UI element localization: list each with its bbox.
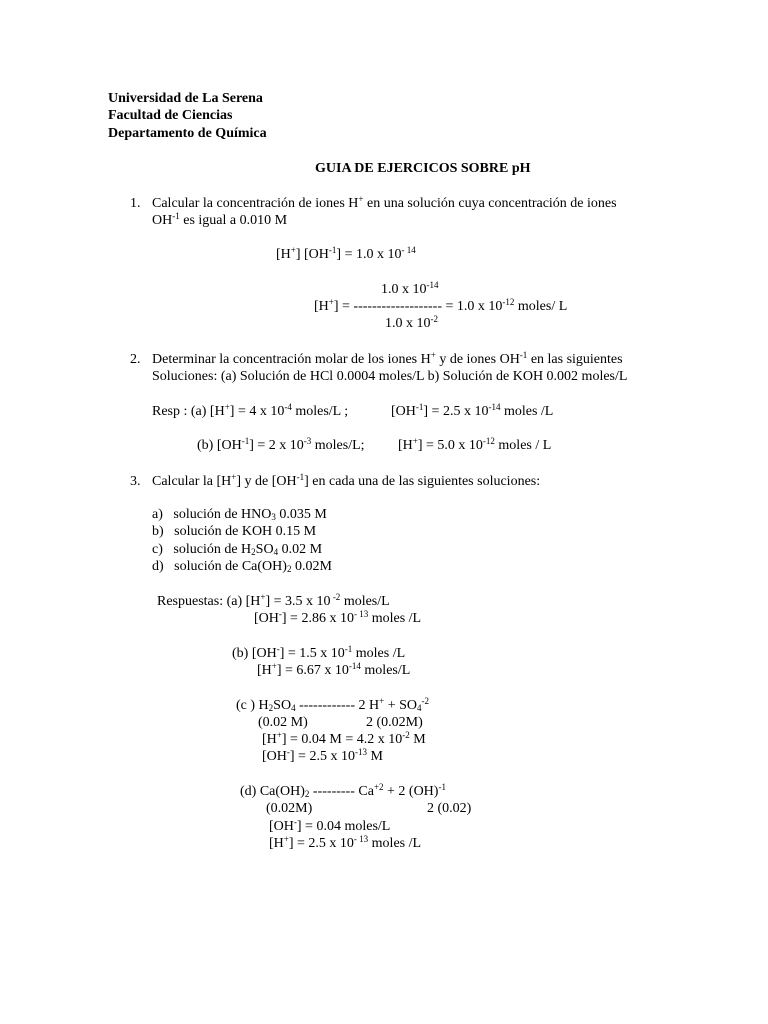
answer-d-reaction: (d) $Ca(OH)_2$ --------- $Ca^{+2} + 2$ (OH)$^{-1}$ (240, 782, 446, 799)
solution-item-b: b) solución de KOH 0.15 M (152, 524, 317, 539)
answer-b-h: [H+] = 6.67 x $10^{-14}$ moles/L (257, 661, 411, 678)
fraction-denominator: 1.0 x $10^{-2}$ (385, 314, 438, 331)
answer-d-conc-left: (0.02M) (266, 801, 313, 816)
exercise-2-line-1: Determinar la concentración molar de los iones H+ y de iones $OH^{-1}$ en las siguientes (152, 350, 623, 367)
department-name: Departamento de Química (108, 126, 267, 141)
exercise-2-answer-a-oh: $[OH^{-1}] = 2.5$ x $10^{-14}$ moles /L (391, 402, 554, 419)
exercise-2-answer-b-h: [H+] = 5.0 x $10^{-12}$ moles / L (398, 436, 552, 453)
solution-item-c: c) solución de $H_2SO_4$ 0.02 M (152, 542, 323, 557)
h-concentration-equation: [H+] = ------------------- = 1.0 x $10^{-12}$ moles/ L (314, 297, 568, 314)
page-title: GUIA DE EJERCICOS SOBRE pH (315, 161, 531, 176)
fraction-numerator: 1.0 x $10^{-14}$ (381, 280, 439, 297)
faculty-name: Facultad de Ciencias (108, 108, 233, 123)
answer-c-reaction: (c ) $H_2SO_4$ ------------ 2 $H^+ + SO_4^{-2}$ (236, 696, 429, 713)
exercise-3-line-1: Calcular la [H+] y de $[OH^{-1}]$ en cada una de las siguientes soluciones: (152, 472, 541, 489)
answer-a-oh: [OH-] = 2.86 x $10^{- 13}$ moles /L (254, 609, 422, 626)
answer-c-conc-left: (0.02 M) (258, 715, 308, 730)
answer-d-oh: [OH-] = 0.04 moles/L (269, 817, 391, 834)
exercise-1-line-2: $OH^{-1}$ es igual a 0.010 M (152, 211, 288, 228)
solution-item-a: a) solución de $HNO_3$ 0.035 M (152, 507, 327, 522)
exercise-2-answer-a-h: Resp : (a) [H+] = 4 x $10^{-4}$ moles/L ; (152, 402, 349, 419)
answer-d-conc-right: 2 (0.02) (427, 801, 472, 816)
exercise-2-number: 2. (130, 352, 141, 367)
exercise-1-number: 1. (130, 196, 141, 211)
exercise-3-number: 3. (130, 474, 141, 489)
exercise-2-answer-b-oh: (b) $[OH^{-1}] = 2$ x $10^{-3}$ moles/L; (197, 436, 365, 453)
exercise-1-line-1: Calcular la concentración de iones H+ en una solución cuya concentración de iones (152, 194, 617, 211)
answer-c-oh: [OH-] = 2.5 x $10^{-13}$ M (262, 747, 383, 764)
kw-equation: [H+] $[OH^{-1}] = 1.0$ x $10^{- 14}$ (276, 245, 416, 262)
exercise-2-line-2: Soluciones: (a) Solución de HCl 0.0004 moles/L b) Solución de KOH 0.002 moles/L (152, 369, 628, 384)
answer-b-oh: (b) [OH-] = 1.5 x $10^{-1}$ moles /L (232, 644, 406, 661)
answer-c-h: [H+] = 0.04 M = 4.2 x $10^{-2}$ M (262, 730, 426, 747)
answer-d-h: [H+] = 2.5 x $10^{- 13}$ moles /L (269, 834, 422, 851)
solution-item-d: d) solución de $Ca(OH)_2$ 0.02M (152, 559, 332, 574)
answer-a-h: Respuestas: (a) [H+] = 3.5 x 10 $^{-2}$ moles/L (157, 592, 390, 609)
university-name: Universidad de La Serena (108, 91, 263, 106)
answer-c-conc-right: 2 (0.02M) (366, 715, 423, 730)
